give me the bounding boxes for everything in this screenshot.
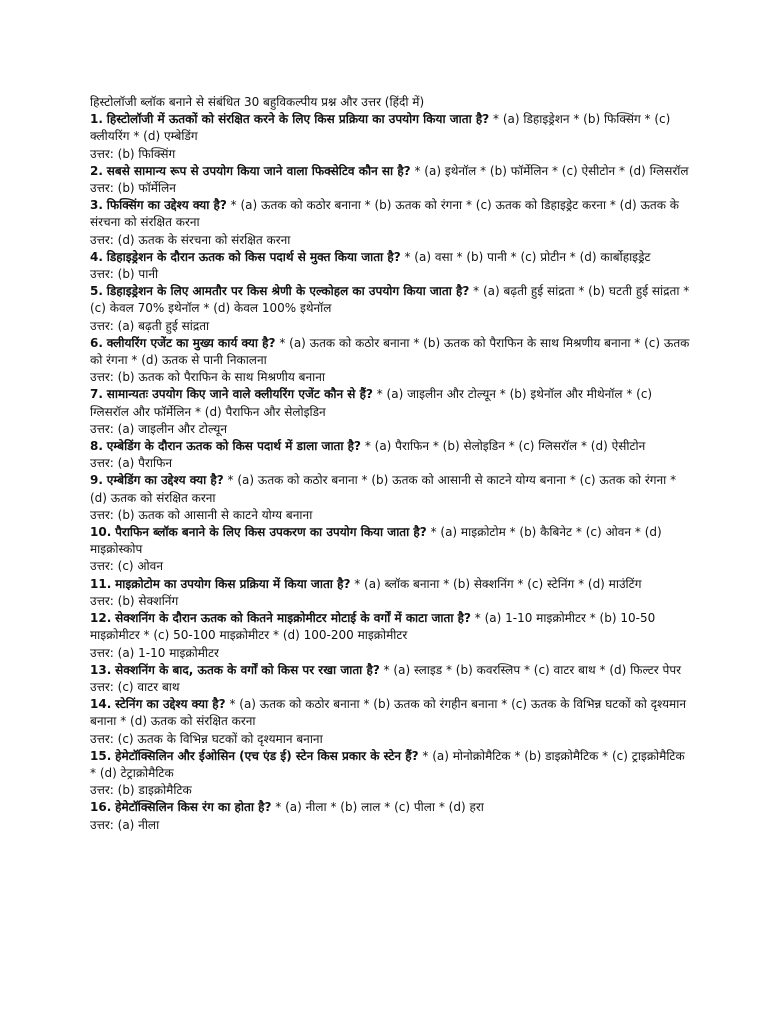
question-line <box>90 696 690 730</box>
question-line <box>90 748 690 782</box>
question-item <box>90 472 690 524</box>
question-number: 9. <box>90 473 103 488</box>
question-item <box>90 197 690 249</box>
question-number: 1. <box>90 112 103 127</box>
question-line <box>90 610 690 644</box>
answer-line: उत्तर: (b) ऊतक को आसानी से काटने योग्य बनाना <box>90 507 313 522</box>
question-number: 16. <box>90 800 112 815</box>
question-item <box>90 576 690 610</box>
question-options: * (a) मोनोक्रोमैटिक * (b) डाइक्रोमैटिक * (c) ट्राइक्रोमैटिक * (d) टेट्राक्रोमैटिक <box>90 748 685 780</box>
question-line <box>90 163 690 180</box>
answer-line: उत्तर: (b) फॉर्मेलिन <box>90 181 176 196</box>
question-item <box>90 438 690 472</box>
question-line <box>90 386 690 420</box>
question-number: 10. <box>90 525 112 540</box>
question-options: * (a) ऊतक को कठोर बनाना * (b) ऊतक को रंगना * (c) ऊतक को डिहाइड्रेट करना * (d) ऊतक के संरचना को संरक्षित करना <box>90 198 679 230</box>
question-item <box>90 249 690 283</box>
question-item <box>90 524 690 576</box>
question-text: डिहाइड्रेशन के लिए आमतौर पर किस श्रेणी के एल्कोहल का उपयोग किया जाता है? <box>106 284 470 299</box>
document-title: हिस्टोलॉजी ब्लॉक बनाने से संबंधित 30 बहुविकल्पीय प्रश्न और उत्तर (हिंदी में) <box>90 95 425 109</box>
answer-line: उत्तर: (a) नीला <box>90 817 160 832</box>
question-line <box>90 799 690 816</box>
question-line <box>90 472 690 506</box>
question-text: क्लीयरिंग एजेंट का मुख्य कार्य क्या है? <box>106 335 276 350</box>
question-text: सेक्शनिंग के बाद, ऊतक के वर्गों को किस पर रखा जाता है? <box>115 662 380 677</box>
question-item <box>90 111 690 163</box>
question-number: 7. <box>90 387 103 402</box>
question-line <box>90 197 690 231</box>
question-item <box>90 283 690 335</box>
question-item <box>90 748 690 800</box>
question-number: 11. <box>90 576 112 591</box>
question-text: सामान्यतः उपयोग किए जाने वाले क्लीयरिंग एजेंट कौन से हैं? <box>106 387 373 402</box>
answer-line: उत्तर: (b) सेक्शनिंग <box>90 593 179 608</box>
document-page <box>90 94 690 834</box>
question-item <box>90 163 690 197</box>
question-line <box>90 111 690 145</box>
question-item <box>90 610 690 662</box>
question-options: * (a) बढ़ती हुई सांद्रता * (b) घटती हुई सांद्रता * (c) केवल 70% इथेनॉल * (d) केवल 100% इथेनॉल <box>90 284 690 316</box>
question-text: हेमेटॉक्सिलिन और ईओसिन (एच एंड ई) स्टेन किस प्रकार के स्टेन हैं? <box>115 748 419 763</box>
question-options: * (a) ऊतक को कठोर बनाना * (b) ऊतक को रंगहीन बनाना * (c) ऊतक के विभिन्न घटकों को दृश्यमान बनाना * (d) ऊतक को संरक्षित करना <box>90 697 686 729</box>
question-options: * (a) स्लाइड * (b) कवरस्लिप * (c) वाटर बाथ * (d) फिल्टर पेपर <box>379 662 682 677</box>
question-line <box>90 283 690 317</box>
question-number: 4. <box>90 249 103 264</box>
answer-line: उत्तर: (b) फिक्सिंग <box>90 146 176 161</box>
question-item <box>90 662 690 696</box>
question-text: स्टेनिंग का उद्देश्य क्या है? <box>115 697 226 712</box>
question-line <box>90 249 690 266</box>
answer-line: उत्तर: (b) पानी <box>90 267 159 282</box>
question-item <box>90 335 690 387</box>
question-number: 2. <box>90 163 103 178</box>
question-options: * (a) जाइलीन और टोल्यून * (b) इथेनॉल और मीथेनॉल * (c) ग्लिसरॉल और फॉर्मेलिन * (d) पैराफिन और सेलोइडिन <box>90 387 653 419</box>
answer-line: उत्तर: (c) ऊतक के विभिन्न घटकों को दृश्यमान बनाना <box>90 731 323 746</box>
question-item <box>90 799 690 833</box>
question-options: * (a) नीला * (b) लाल * (c) पीला * (d) हरा <box>271 800 484 815</box>
question-number: 8. <box>90 439 103 454</box>
question-options: * (a) ब्लॉक बनाना * (b) सेक्शनिंग * (c) स्टेनिंग * (d) माउंटिंग <box>350 576 642 591</box>
answer-line: उत्तर: (c) ओवन <box>90 559 164 574</box>
question-options: * (a) इथेनॉल * (b) फॉर्मेलिन * (c) ऐसीटोन * (d) ग्लिसरॉल <box>410 163 689 178</box>
question-text: माइक्रोटोम का उपयोग किस प्रक्रिया में किया जाता है? <box>115 576 351 591</box>
question-number: 12. <box>90 611 112 626</box>
question-number: 14. <box>90 697 112 712</box>
answer-line: उत्तर: (c) वाटर बाथ <box>90 679 180 694</box>
question-number: 6. <box>90 335 103 350</box>
question-list <box>90 111 690 834</box>
answer-line: उत्तर: (a) पैराफिन <box>90 456 173 471</box>
question-text: हेमेटॉक्सिलिन किस रंग का होता है? <box>115 800 272 815</box>
question-text: डिहाइड्रेशन के दौरान ऊतक को किस पदार्थ से मुक्त किया जाता है? <box>106 249 401 264</box>
answer-line: उत्तर: (b) ऊतक को पैराफिन के साथ मिश्रणीय बनाना <box>90 370 325 385</box>
question-number: 3. <box>90 198 103 213</box>
question-number: 13. <box>90 662 112 677</box>
question-options: * (a) वसा * (b) पानी * (c) प्रोटीन * (d) कार्बोहाइड्रेट <box>400 249 651 264</box>
question-options: * (a) पैराफिन * (b) सेलोइडिन * (c) ग्लिसरॉल * (d) ऐसीटोन <box>361 439 646 454</box>
question-text: एम्बेडिंग का उद्देश्य क्या है? <box>106 473 224 488</box>
question-item <box>90 696 690 748</box>
answer-line: उत्तर: (d) ऊतक के संरचना को संरक्षित करना <box>90 232 291 247</box>
question-text: फिक्सिंग का उद्देश्य क्या है? <box>106 198 227 213</box>
question-line <box>90 662 690 679</box>
answer-line: उत्तर: (b) डाइक्रोमैटिक <box>90 783 192 798</box>
question-options: * (a) 1-10 माइक्रोमीटर * (b) 10-50 माइक्रोमीटर * (c) 50-100 माइक्रोमीटर * (d) 100-200 माइक्रोमीटर <box>90 611 656 643</box>
answer-line: उत्तर: (a) 1-10 माइक्रोमीटर <box>90 645 219 660</box>
question-line <box>90 524 690 558</box>
question-options: * (a) ऊतक को कठोर बनाना * (b) ऊतक को पैराफिन के साथ मिश्रणीय बनाना * (c) ऊतक को रंगना * (d) ऊतक से पानी निकालना <box>90 335 690 368</box>
question-options: * (a) माइक्रोटोम * (b) कैबिनेट * (c) ओवन * (d) माइक्रोस्कोप <box>90 525 662 557</box>
question-text: पैराफिन ब्लॉक बनाने के लिए किस उपकरण का उपयोग किया जाता है? <box>115 525 427 540</box>
question-text: सेक्शनिंग के दौरान ऊतक को कितने माइक्रोमीटर मोटाई के वर्गों में काटा जाता है? <box>115 611 471 626</box>
question-item <box>90 386 690 438</box>
question-line <box>90 576 690 593</box>
question-line <box>90 335 690 369</box>
answer-line: उत्तर: (a) जाइलीन और टोल्यून <box>90 421 228 436</box>
question-options: * (a) डिहाइड्रेशन * (b) फिक्सिंग * (c) क्लीयरिंग * (d) एम्बेडिंग <box>90 112 671 144</box>
question-options: * (a) ऊतक को कठोर बनाना * (b) ऊतक को आसानी से काटने योग्य बनाना * (c) ऊतक को रंगना * (d) ऊतक को संरक्षित करना <box>90 473 677 505</box>
question-text: हिस्टोलॉजी में ऊतकों को संरक्षित करने के लिए किस प्रक्रिया का उपयोग किया जाता है? <box>106 112 490 127</box>
question-number: 15. <box>90 748 112 763</box>
question-line <box>90 438 690 455</box>
question-text: सबसे सामान्य रूप से उपयोग किया जाने वाला फिक्सेटिव कौन सा है? <box>106 163 411 178</box>
question-text: एम्बेडिंग के दौरान ऊतक को किस पदार्थ में डाला जाता है? <box>106 439 362 454</box>
answer-line: उत्तर: (a) बढ़ती हुई सांद्रता <box>90 318 210 333</box>
question-number: 5. <box>90 284 103 299</box>
